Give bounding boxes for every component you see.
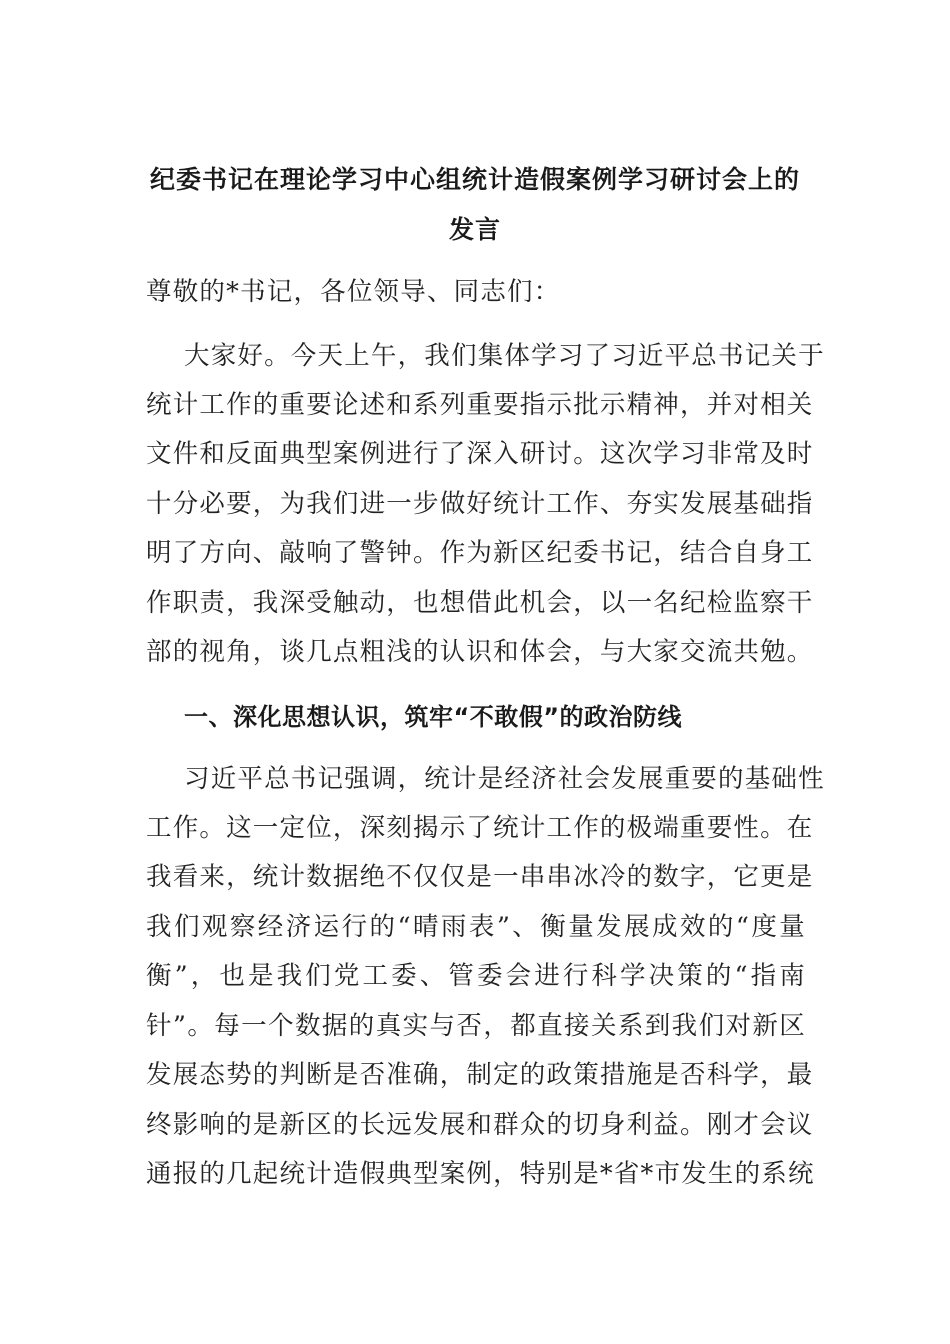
paragraph-1-line-7: 部的视角，谈几点粗浅的认识和体会，与大家交流共勉。 <box>146 637 814 667</box>
paragraph-1-line-5: 明了方向、敲响了警钟。作为新区纪委书记，结合自身工 <box>146 538 814 568</box>
paragraph-2-line-2: 工作。这一定位，深刻揭示了统计工作的极端重要性。在 <box>146 813 814 843</box>
paragraph-2-line-8: 终影响的是新区的长远发展和群众的切身利益。刚才会议 <box>146 1110 814 1140</box>
paragraph-2-line-6: 针”。每一个数据的真实与否，都直接关系到我们对新区 <box>146 1011 806 1041</box>
paragraph-2-line-9: 通报的几起统计造假典型案例，特别是*省*市发生的系统 <box>146 1159 815 1189</box>
paragraph-2-line-4: 我们观察经济运行的“晴雨表”、衡量发展成效的“度量 <box>146 912 806 942</box>
paragraph-1-line-1: 大家好。今天上午，我们集体学习了习近平总书记关于 <box>184 341 825 371</box>
paragraph-2-line-3: 我看来，统计数据绝不仅仅是一串串冰冷的数字，它更是 <box>146 862 814 892</box>
section-heading-1: 一、深化思想认识，筑牢“不敢假”的政治防线 <box>184 703 683 731</box>
document-title-line-1: 纪委书记在理论学习中心组统计造假案例学习研讨会上的 <box>149 165 800 194</box>
paragraph-2-line-7: 发展态势的判断是否准确，制定的政策措施是否科学，最 <box>146 1060 814 1090</box>
paragraph-1-line-3: 文件和反面典型案例进行了深入研讨。这次学习非常及时 <box>146 439 814 469</box>
paragraph-1-line-2: 统计工作的重要论述和系列重要指示批示精神，并对相关 <box>146 390 814 420</box>
paragraph-2-line-5: 衡”，也是我们党工委、管委会进行科学决策的“指南 <box>146 961 806 991</box>
paragraph-1-line-6: 作职责，我深受触动，也想借此机会，以一名纪检监察干 <box>146 588 814 618</box>
paragraph-2-line-1: 习近平总书记强调，统计是经济社会发展重要的基础性 <box>184 764 825 794</box>
document-title-line-2: 发言 <box>448 215 501 244</box>
paragraph-1-line-4: 十分必要，为我们进一步做好统计工作、夯实发展基础指 <box>146 489 814 519</box>
salutation: 尊敬的*书记，各位领导、同志们： <box>146 277 561 307</box>
